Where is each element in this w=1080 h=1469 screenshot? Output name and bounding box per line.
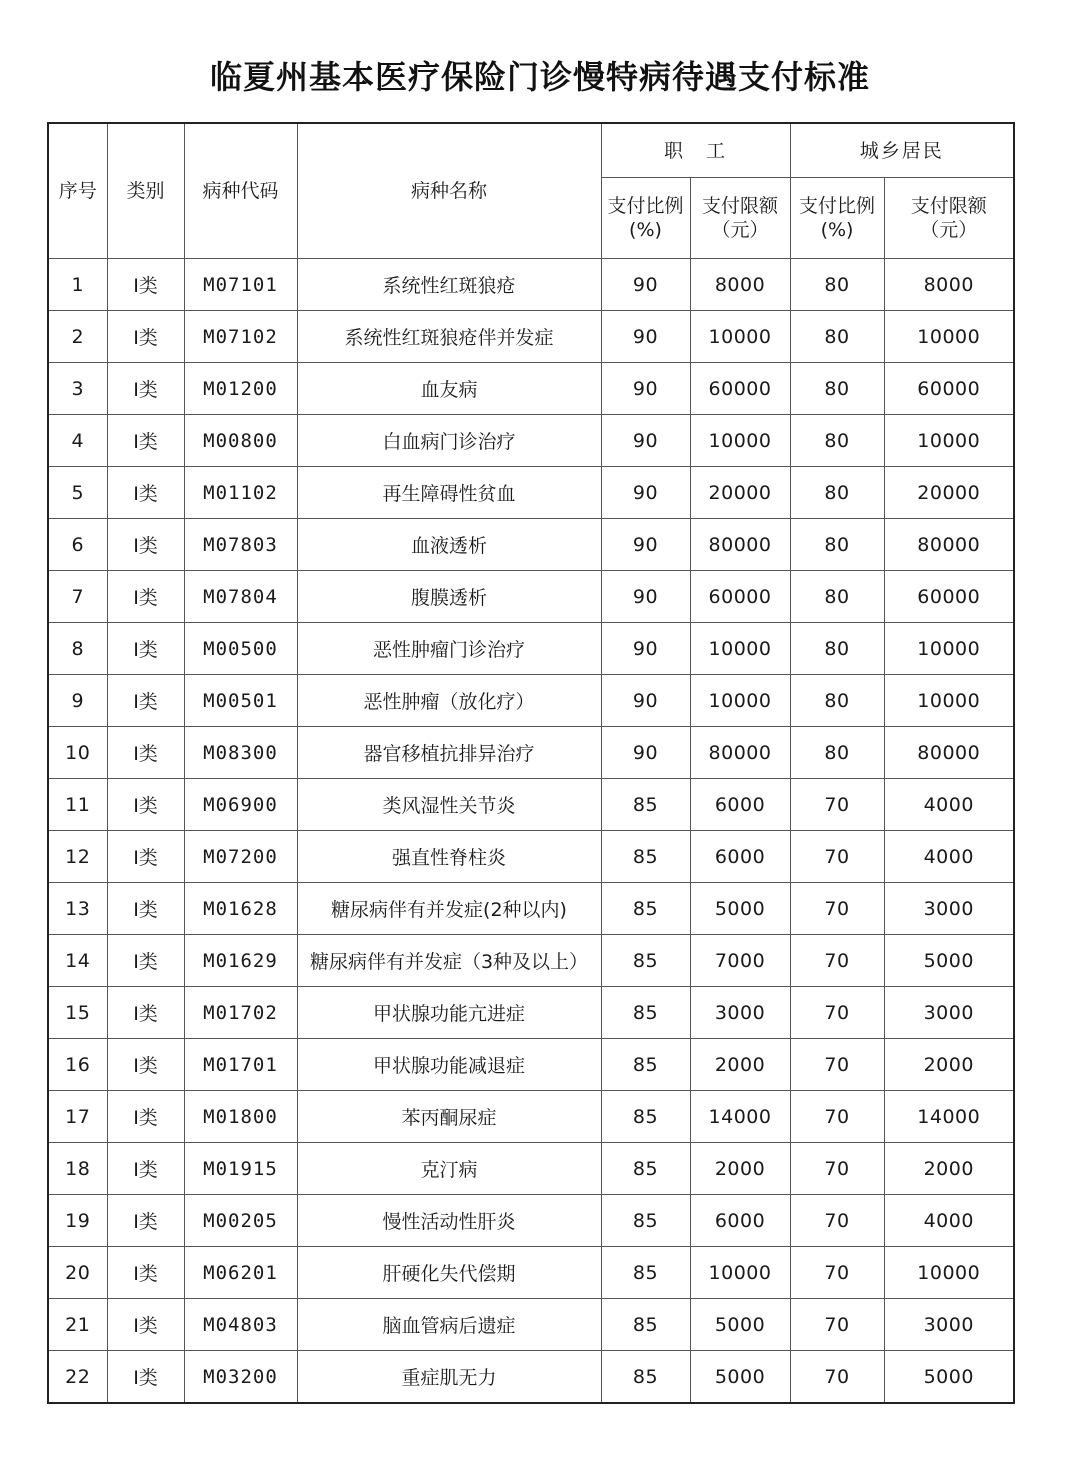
cell-employee-limit: 2000 <box>690 1039 790 1091</box>
payment-standard-table <box>47 122 1015 1404</box>
cell-employee-ratio: 85 <box>601 1039 690 1091</box>
cell-code: M07803 <box>184 519 297 571</box>
cell-resident-limit: 2000 <box>884 1143 1014 1195</box>
header-resident-limit-unit: （元） <box>920 219 978 241</box>
cell-employee-limit: 6000 <box>690 1195 790 1247</box>
cell-category: Ⅰ类 <box>107 1195 184 1247</box>
cell-resident-limit: 10000 <box>884 311 1014 363</box>
cell-category: Ⅰ类 <box>107 311 184 363</box>
cell-disease-name: 脑血管病后遗症 <box>297 1299 601 1351</box>
cell-code: M00501 <box>184 675 297 727</box>
cell-employee-ratio: 90 <box>601 519 690 571</box>
cell-resident-limit: 3000 <box>884 1299 1014 1351</box>
cell-seq: 19 <box>48 1195 107 1247</box>
cell-code: M07200 <box>184 831 297 883</box>
cell-disease-name: 甲状腺功能亢进症 <box>297 987 601 1039</box>
cell-code: M07101 <box>184 259 297 311</box>
cell-code: M00500 <box>184 623 297 675</box>
cell-code: M01800 <box>184 1091 297 1143</box>
cell-disease-name: 血友病 <box>297 363 601 415</box>
header-code: 病种代码 <box>184 123 297 259</box>
cell-employee-ratio: 90 <box>601 311 690 363</box>
cell-code: M06201 <box>184 1247 297 1299</box>
cell-disease-name: 苯丙酮尿症 <box>297 1091 601 1143</box>
header-resident-ratio-unit: (%) <box>820 219 854 241</box>
cell-employee-ratio: 90 <box>601 675 690 727</box>
table-row <box>48 467 1014 519</box>
cell-employee-limit: 20000 <box>690 467 790 519</box>
cell-seq: 18 <box>48 1143 107 1195</box>
cell-code: M03200 <box>184 1351 297 1404</box>
cell-category: Ⅰ类 <box>107 259 184 311</box>
table-row <box>48 1351 1014 1404</box>
cell-resident-ratio: 80 <box>790 415 884 467</box>
table-row <box>48 883 1014 935</box>
cell-employee-limit: 6000 <box>690 831 790 883</box>
header-resident-ratio-label: 支付比例 <box>799 195 876 217</box>
cell-resident-limit: 10000 <box>884 623 1014 675</box>
cell-employee-ratio: 85 <box>601 831 690 883</box>
cell-resident-ratio: 80 <box>790 467 884 519</box>
cell-resident-ratio: 70 <box>790 987 884 1039</box>
table-body <box>48 259 1014 1404</box>
header-resident-group: 城乡居民 <box>790 123 1014 178</box>
cell-category: Ⅰ类 <box>107 1247 184 1299</box>
cell-code: M06900 <box>184 779 297 831</box>
cell-disease-name: 甲状腺功能减退症 <box>297 1039 601 1091</box>
cell-employee-ratio: 85 <box>601 1351 690 1404</box>
header-resident-limit <box>884 178 1014 259</box>
cell-seq: 16 <box>48 1039 107 1091</box>
header-resident-ratio <box>790 178 884 259</box>
header-employee-ratio-unit: (%) <box>629 219 662 241</box>
cell-code: M01628 <box>184 883 297 935</box>
cell-disease-name: 系统性红斑狼疮伴并发症 <box>297 311 601 363</box>
cell-employee-ratio: 85 <box>601 779 690 831</box>
cell-employee-limit: 10000 <box>690 675 790 727</box>
cell-code: M01701 <box>184 1039 297 1091</box>
cell-employee-limit: 10000 <box>690 415 790 467</box>
cell-employee-limit: 6000 <box>690 779 790 831</box>
cell-resident-limit: 8000 <box>884 259 1014 311</box>
cell-disease-name: 恶性肿瘤（放化疗） <box>297 675 601 727</box>
cell-seq: 7 <box>48 571 107 623</box>
cell-category: Ⅰ类 <box>107 519 184 571</box>
table-row <box>48 1299 1014 1351</box>
cell-seq: 2 <box>48 311 107 363</box>
header-seq: 序号 <box>48 123 107 259</box>
table-row <box>48 623 1014 675</box>
cell-code: M01200 <box>184 363 297 415</box>
cell-category: Ⅰ类 <box>107 415 184 467</box>
cell-seq: 20 <box>48 1247 107 1299</box>
cell-resident-limit: 10000 <box>884 1247 1014 1299</box>
cell-code: M07804 <box>184 571 297 623</box>
cell-employee-ratio: 85 <box>601 935 690 987</box>
cell-disease-name: 肝硬化失代偿期 <box>297 1247 601 1299</box>
table-header <box>48 123 1014 259</box>
table-row <box>48 1247 1014 1299</box>
cell-resident-limit: 80000 <box>884 519 1014 571</box>
cell-seq: 22 <box>48 1351 107 1404</box>
cell-category: Ⅰ类 <box>107 727 184 779</box>
cell-code: M04803 <box>184 1299 297 1351</box>
page-title: 临夏州基本医疗保险门诊慢特病待遇支付标准 <box>209 58 870 96</box>
cell-seq: 13 <box>48 883 107 935</box>
cell-resident-limit: 14000 <box>884 1091 1014 1143</box>
cell-seq: 21 <box>48 1299 107 1351</box>
header-employee-limit-unit: （元） <box>711 219 769 241</box>
cell-seq: 15 <box>48 987 107 1039</box>
cell-disease-name: 重症肌无力 <box>297 1351 601 1404</box>
cell-employee-ratio: 90 <box>601 259 690 311</box>
cell-category: Ⅰ类 <box>107 675 184 727</box>
cell-resident-limit: 4000 <box>884 779 1014 831</box>
cell-resident-ratio: 70 <box>790 1299 884 1351</box>
cell-resident-ratio: 80 <box>790 519 884 571</box>
header-name: 病种名称 <box>297 123 601 259</box>
cell-resident-limit: 10000 <box>884 415 1014 467</box>
cell-employee-limit: 5000 <box>690 883 790 935</box>
cell-employee-ratio: 85 <box>601 1195 690 1247</box>
cell-seq: 4 <box>48 415 107 467</box>
cell-resident-ratio: 70 <box>790 1143 884 1195</box>
table-row <box>48 1143 1014 1195</box>
cell-resident-limit: 5000 <box>884 1351 1014 1404</box>
cell-employee-ratio: 85 <box>601 987 690 1039</box>
cell-category: Ⅰ类 <box>107 571 184 623</box>
cell-code: M08300 <box>184 727 297 779</box>
cell-category: Ⅰ类 <box>107 831 184 883</box>
header-employee-ratio-label: 支付比例 <box>607 195 684 217</box>
cell-resident-ratio: 80 <box>790 675 884 727</box>
cell-resident-ratio: 80 <box>790 623 884 675</box>
cell-employee-ratio: 85 <box>601 1247 690 1299</box>
cell-category: Ⅰ类 <box>107 1039 184 1091</box>
cell-category: Ⅰ类 <box>107 363 184 415</box>
cell-seq: 12 <box>48 831 107 883</box>
cell-code: M00205 <box>184 1195 297 1247</box>
cell-disease-name: 再生障碍性贫血 <box>297 467 601 519</box>
cell-employee-limit: 2000 <box>690 1143 790 1195</box>
cell-employee-limit: 10000 <box>690 311 790 363</box>
cell-disease-name: 系统性红斑狼疮 <box>297 259 601 311</box>
cell-category: Ⅰ类 <box>107 1143 184 1195</box>
cell-seq: 3 <box>48 363 107 415</box>
cell-employee-ratio: 85 <box>601 1143 690 1195</box>
cell-resident-limit: 20000 <box>884 467 1014 519</box>
table-row <box>48 727 1014 779</box>
table-row <box>48 519 1014 571</box>
cell-seq: 5 <box>48 467 107 519</box>
cell-disease-name: 白血病门诊治疗 <box>297 415 601 467</box>
cell-employee-limit: 60000 <box>690 571 790 623</box>
cell-resident-ratio: 80 <box>790 727 884 779</box>
cell-employee-limit: 5000 <box>690 1299 790 1351</box>
cell-category: Ⅰ类 <box>107 779 184 831</box>
table-row <box>48 1091 1014 1143</box>
table-row <box>48 363 1014 415</box>
cell-code: M01629 <box>184 935 297 987</box>
cell-code: M07102 <box>184 311 297 363</box>
table-row <box>48 571 1014 623</box>
cell-resident-ratio: 80 <box>790 363 884 415</box>
cell-employee-ratio: 85 <box>601 1299 690 1351</box>
cell-seq: 6 <box>48 519 107 571</box>
cell-resident-limit: 4000 <box>884 1195 1014 1247</box>
cell-seq: 14 <box>48 935 107 987</box>
cell-employee-ratio: 90 <box>601 363 690 415</box>
cell-resident-ratio: 70 <box>790 1247 884 1299</box>
header-employee-ratio <box>601 178 690 259</box>
cell-resident-limit: 80000 <box>884 727 1014 779</box>
cell-code: M01915 <box>184 1143 297 1195</box>
cell-category: Ⅰ类 <box>107 1091 184 1143</box>
cell-category: Ⅰ类 <box>107 935 184 987</box>
cell-disease-name: 慢性活动性肝炎 <box>297 1195 601 1247</box>
cell-disease-name: 糖尿病伴有并发症(2种以内) <box>297 883 601 935</box>
header-employee-group: 职 工 <box>601 123 790 178</box>
cell-disease-name: 类风湿性关节炎 <box>297 779 601 831</box>
cell-resident-limit: 3000 <box>884 883 1014 935</box>
cell-resident-limit: 3000 <box>884 987 1014 1039</box>
cell-employee-ratio: 90 <box>601 571 690 623</box>
cell-seq: 8 <box>48 623 107 675</box>
table-row <box>48 259 1014 311</box>
cell-category: Ⅰ类 <box>107 883 184 935</box>
table-row <box>48 415 1014 467</box>
cell-employee-ratio: 90 <box>601 623 690 675</box>
cell-employee-ratio: 85 <box>601 883 690 935</box>
table-row <box>48 987 1014 1039</box>
cell-employee-limit: 60000 <box>690 363 790 415</box>
table-row <box>48 1039 1014 1091</box>
cell-resident-ratio: 70 <box>790 1351 884 1404</box>
header-employee-limit <box>690 178 790 259</box>
cell-resident-ratio: 70 <box>790 1195 884 1247</box>
table-row <box>48 935 1014 987</box>
cell-resident-ratio: 70 <box>790 779 884 831</box>
cell-resident-ratio: 80 <box>790 571 884 623</box>
cell-resident-ratio: 80 <box>790 259 884 311</box>
cell-resident-limit: 60000 <box>884 571 1014 623</box>
table-row <box>48 1195 1014 1247</box>
cell-disease-name: 腹膜透析 <box>297 571 601 623</box>
cell-resident-ratio: 70 <box>790 1039 884 1091</box>
cell-resident-ratio: 70 <box>790 883 884 935</box>
cell-disease-name: 器官移植抗排异治疗 <box>297 727 601 779</box>
cell-disease-name: 强直性脊柱炎 <box>297 831 601 883</box>
cell-seq: 1 <box>48 259 107 311</box>
cell-employee-limit: 14000 <box>690 1091 790 1143</box>
cell-employee-limit: 5000 <box>690 1351 790 1404</box>
cell-resident-ratio: 70 <box>790 935 884 987</box>
cell-employee-ratio: 90 <box>601 467 690 519</box>
cell-resident-ratio: 70 <box>790 831 884 883</box>
cell-disease-name: 克汀病 <box>297 1143 601 1195</box>
cell-category: Ⅰ类 <box>107 1299 184 1351</box>
table-row <box>48 779 1014 831</box>
cell-employee-limit: 3000 <box>690 987 790 1039</box>
cell-resident-limit: 60000 <box>884 363 1014 415</box>
cell-code: M01102 <box>184 467 297 519</box>
cell-seq: 11 <box>48 779 107 831</box>
cell-resident-limit: 10000 <box>884 675 1014 727</box>
table-row <box>48 831 1014 883</box>
cell-resident-limit: 5000 <box>884 935 1014 987</box>
cell-category: Ⅰ类 <box>107 467 184 519</box>
cell-employee-limit: 10000 <box>690 1247 790 1299</box>
header-category: 类别 <box>107 123 184 259</box>
cell-employee-limit: 80000 <box>690 519 790 571</box>
cell-employee-ratio: 90 <box>601 415 690 467</box>
cell-disease-name: 恶性肿瘤门诊治疗 <box>297 623 601 675</box>
cell-resident-limit: 4000 <box>884 831 1014 883</box>
cell-employee-limit: 8000 <box>690 259 790 311</box>
cell-code: M00800 <box>184 415 297 467</box>
cell-resident-ratio: 70 <box>790 1091 884 1143</box>
cell-code: M01702 <box>184 987 297 1039</box>
cell-seq: 10 <box>48 727 107 779</box>
cell-category: Ⅰ类 <box>107 1351 184 1404</box>
cell-resident-limit: 2000 <box>884 1039 1014 1091</box>
cell-employee-limit: 80000 <box>690 727 790 779</box>
cell-employee-limit: 7000 <box>690 935 790 987</box>
table-row <box>48 675 1014 727</box>
cell-category: Ⅰ类 <box>107 623 184 675</box>
cell-employee-ratio: 85 <box>601 1091 690 1143</box>
cell-category: Ⅰ类 <box>107 987 184 1039</box>
table-row <box>48 311 1014 363</box>
cell-resident-ratio: 80 <box>790 311 884 363</box>
cell-seq: 9 <box>48 675 107 727</box>
cell-employee-ratio: 90 <box>601 727 690 779</box>
cell-disease-name: 糖尿病伴有并发症（3种及以上） <box>297 935 601 987</box>
header-resident-limit-label: 支付限额 <box>910 195 987 217</box>
cell-disease-name: 血液透析 <box>297 519 601 571</box>
cell-seq: 17 <box>48 1091 107 1143</box>
cell-employee-limit: 10000 <box>690 623 790 675</box>
header-employee-limit-label: 支付限额 <box>702 195 779 217</box>
